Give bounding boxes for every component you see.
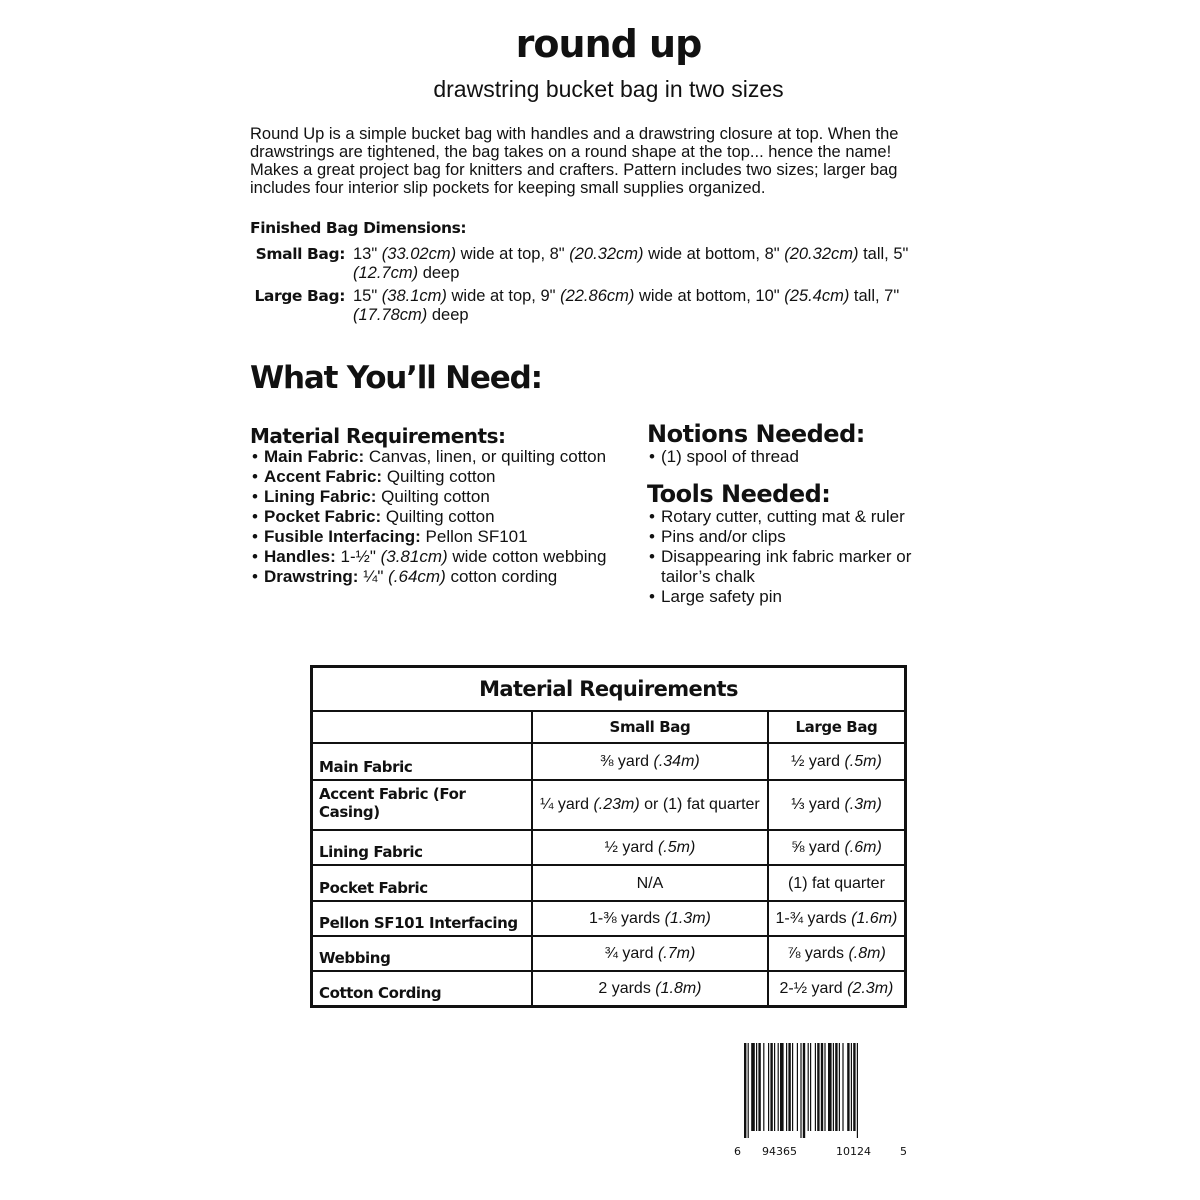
table-row: Main Fabric ⅜ yard (.34m) ½ yard (.5m) [312,743,906,780]
list-item: • Handles: 1-½" (3.81cm) wide cotton webbing [250,547,650,567]
intro-paragraph [250,125,955,197]
table-row: Pellon SF101 Interfacing 1-⅜ yards (1.3m) 1-¾ yards (1.6m) [312,901,906,936]
barcode-digit: 94365 [762,1145,797,1158]
barcode-bar [808,1043,809,1131]
what-you-need-heading: What You’ll Need: [250,360,542,396]
list-item: • Disappearing ink fabric marker or tailor’s chalk [647,547,947,587]
materials-list [250,447,650,587]
material-requirements-heading: Material Requirements: [250,424,506,448]
barcode-bar [839,1043,840,1131]
barcode-bar [797,1043,798,1131]
table-row: Pocket Fabric N/A (1) fat quarter [312,865,906,900]
barcode-bar [751,1043,755,1131]
list-item: • (1) spool of thread [647,447,947,467]
intro-line: includes four interior slip pockets for keeping small supplies organized. [250,179,766,197]
small-bag-label: Small Bag: [255,245,345,263]
barcode-bar [842,1043,843,1131]
table-row: Webbing ¾ yard (.7m) ⅞ yards (.8m) [312,936,906,971]
barcode-bar [810,1043,811,1131]
table-caption: Material Requirements [312,667,906,712]
barcode-bar [770,1043,772,1131]
table-row: Lining Fabric ½ yard (.5m) ⅝ yard (.6m) [312,830,906,865]
barcode [734,1043,907,1158]
notions-heading: Notions Needed: [647,420,865,448]
intro-line: Round Up is a simple bucket bag with handles and a drawstring closure at top. When the [250,125,899,143]
list-item: • Large safety pin [647,587,947,607]
notions-list [647,447,947,467]
barcode-bar [815,1043,816,1131]
column-header-small-bag: Small Bag [532,711,768,742]
page-title: round up [515,22,702,66]
tools-list [647,507,947,607]
barcode-bars [742,1043,902,1138]
barcode-bar [792,1043,793,1131]
dimensions-heading: Finished Bag Dimensions: [250,219,467,237]
barcode-bar [853,1043,855,1131]
intro-line: drawstrings are tightened, the bag takes on a round shape at the top... hence the name! [250,143,892,161]
list-item: • Pocket Fabric: Quilting cotton [250,507,650,527]
small-bag-dimensions: 13" (33.02cm) wide at top, 8" (20.32cm) wide at bottom, 8" (20.32cm) tall, 5" (12.7cm) deep [353,245,909,282]
barcode-bar [800,1043,801,1138]
barcode-digit: 6 [734,1145,741,1158]
list-item: • Pins and/or clips [647,527,947,547]
barcode-bar [821,1043,823,1131]
barcode-digit: 5 [900,1145,907,1158]
barcode-bar [780,1043,784,1131]
barcode-bar [824,1043,825,1131]
barcode-bar [847,1043,849,1131]
table-row: Cotton Cording 2 yards (1.8m) 2-½ yard (2.3m) [312,971,906,1006]
material-requirements-table [310,665,907,1008]
barcode-bar [833,1043,834,1131]
barcode-bar [788,1043,790,1131]
list-item: • Lining Fabric: Quilting cotton [250,487,650,507]
barcode-bar [763,1043,764,1131]
barcode-bar [851,1043,852,1131]
list-item: • Fusible Interfacing: Pellon SF101 [250,527,650,547]
barcode-bar [768,1043,769,1131]
list-item: • Drawstring: ¼" (.64cm) cotton cording [250,567,650,587]
column-header-large-bag: Large Bag [768,711,906,742]
tools-heading: Tools Needed: [647,480,831,508]
barcode-bar [857,1043,858,1138]
large-bag-dimensions: 15" (38.1cm) wide at top, 9" (22.86cm) wide at bottom, 10" (25.4cm) tall, 7" (17.78cm) deep [353,287,900,324]
barcode-bar [744,1043,746,1138]
barcode-bar [778,1043,779,1131]
barcode-bar [828,1043,832,1131]
page-subtitle: drawstring bucket bag in two sizes [433,76,784,102]
table-row: Accent Fabric (For Casing) ¼ yard (.23m) or (1) fat quarter ⅓ yard (.3m) [312,780,906,830]
barcode-bar [786,1043,787,1131]
barcode-bar [748,1043,749,1138]
barcode-bar [774,1043,775,1131]
intro-line: Makes a great project bag for knitters and crafters. Pattern includes two sizes; larger bag [250,161,898,179]
list-item: • Main Fabric: Canvas, linen, or quilting cotton [250,447,650,467]
barcode-bar [758,1043,760,1131]
list-item: • Accent Fabric: Quilting cotton [250,467,650,487]
barcode-bar [803,1043,805,1138]
large-bag-label: Large Bag: [254,287,345,305]
barcode-bar [817,1043,819,1131]
table-header-empty [312,711,533,742]
barcode-bar [835,1043,837,1131]
barcode-digit: 10124 [836,1145,871,1158]
list-item: • Rotary cutter, cutting mat & ruler [647,507,947,527]
barcode-bar [756,1043,757,1131]
